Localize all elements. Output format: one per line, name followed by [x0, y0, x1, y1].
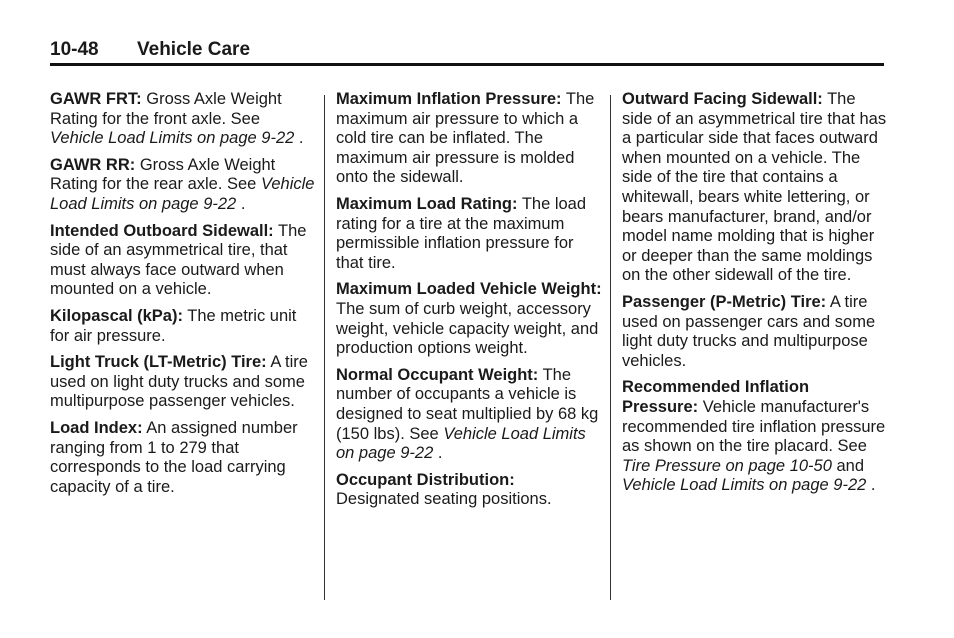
definition-tail: .: [870, 476, 876, 495]
glossary-definition: The maximum air pressure to which a cold tire can be inflated. The maximum air pressure is molded onto the sidewall.: [336, 90, 595, 187]
glossary-entry: [622, 378, 888, 496]
glossary-entry: [336, 280, 602, 358]
glossary-term: GAWR FRT:: [50, 90, 142, 108]
glossary-term: Maximum Loaded Vehicle Weight:: [336, 280, 602, 299]
cross-reference: Vehicle Load Limits on page 9-22: [50, 129, 295, 148]
column-2: [336, 90, 602, 517]
page-number: 10-48: [50, 39, 99, 60]
glossary-definition: Gross Axle Weight Rating for the front axle. See: [50, 90, 282, 128]
header-rule: [50, 63, 884, 66]
glossary-definition: Designated seating positions.: [336, 490, 552, 509]
cross-reference: Vehicle Load Limits on page 9-22: [50, 175, 315, 213]
glossary-term: Maximum Load Rating:: [336, 194, 518, 213]
column-3: [622, 90, 888, 503]
glossary-entry: [50, 419, 316, 497]
glossary-entry: [50, 222, 316, 300]
glossary-definition: The sum of curb weight, accessory weight, vehicle capacity weight, and production options weight.: [336, 299, 599, 358]
glossary-definition: A tire used on passenger cars and some light duty trucks and multipurpose vehicles.: [622, 292, 876, 370]
glossary-term: Passenger (P-Metric) Tire:: [622, 292, 827, 311]
glossary-definition: An assigned number ranging from 1 to 279 that corresponds to the load carrying capacity of a tire.: [50, 418, 298, 496]
cross-reference: Vehicle Load Limits on page 9-22: [622, 476, 867, 495]
glossary-entry: [622, 90, 888, 286]
glossary-term: Load Index:: [50, 418, 143, 437]
glossary-term: Intended Outboard Sidewall:: [50, 221, 274, 240]
definition-tail: .: [437, 444, 443, 463]
glossary-definition: The side of an asymmetrical tire, that must always face outward when mounted on a vehicle.: [50, 221, 307, 299]
glossary-term: Maximum Inflation Pressure:: [336, 90, 562, 108]
glossary-term: Normal Occupant Weight:: [336, 365, 539, 384]
glossary-entry: [336, 471, 602, 510]
definition-tail: .: [298, 129, 304, 148]
glossary-entry: [50, 353, 316, 412]
glossary-term: GAWR RR:: [50, 155, 136, 174]
glossary-definition: Gross Axle Weight Rating for the rear axle. See: [50, 155, 276, 194]
cross-reference: Vehicle Load Limits on page 9-22: [336, 424, 586, 463]
glossary-term: Outward Facing Sidewall:: [622, 90, 823, 108]
column-1: [50, 90, 316, 504]
section-title: Vehicle Care: [137, 39, 251, 60]
glossary-entry: [50, 156, 316, 215]
glossary-term: Light Truck (LT-Metric) Tire:: [50, 353, 267, 372]
glossary-definition: The load rating for a tire at the maximum permissible inflation pressure for that tire.: [336, 194, 587, 272]
column-divider-2: [610, 95, 611, 600]
glossary-term: Kilopascal (kPa):: [50, 306, 183, 325]
glossary-definition: The side of an asymmetrical tire that has a particular side that faces outward when mounted on a vehicle. The side of the tire that contains a whitewall, bears white lettering, or bears manufacturer, brand, and/or model name molding that is higher or deeper than the same moldings on the other sidewall of the tire.: [622, 90, 887, 285]
glossary-term: Recommended Inflation Pressure:: [622, 378, 810, 416]
glossary-entry: [50, 90, 316, 149]
glossary-definition: The metric unit for air pressure.: [50, 306, 297, 345]
column-divider-1: [324, 95, 325, 600]
glossary-definition: The number of occupants a vehicle is designed to seat multiplied by 68 kg (150 lbs). See: [336, 365, 599, 443]
glossary-entry: [336, 195, 602, 273]
glossary-definition: Vehicle manufacturer's recommended tire inflation pressure as shown on the tire placard. See: [622, 397, 886, 456]
cross-reference: Tire Pressure on page 10-50: [622, 456, 832, 475]
glossary-entry: [336, 90, 602, 188]
glossary-entry: [336, 366, 602, 464]
glossary-entry: [622, 293, 888, 371]
page-header: [50, 38, 884, 64]
glossary-entry: [50, 307, 316, 346]
definition-tail: and: [836, 456, 865, 475]
glossary-term: Occupant Distribution:: [336, 470, 515, 489]
glossary-definition: A tire used on light duty trucks and some multipurpose passenger vehicles.: [50, 353, 308, 411]
definition-tail: .: [240, 194, 246, 213]
